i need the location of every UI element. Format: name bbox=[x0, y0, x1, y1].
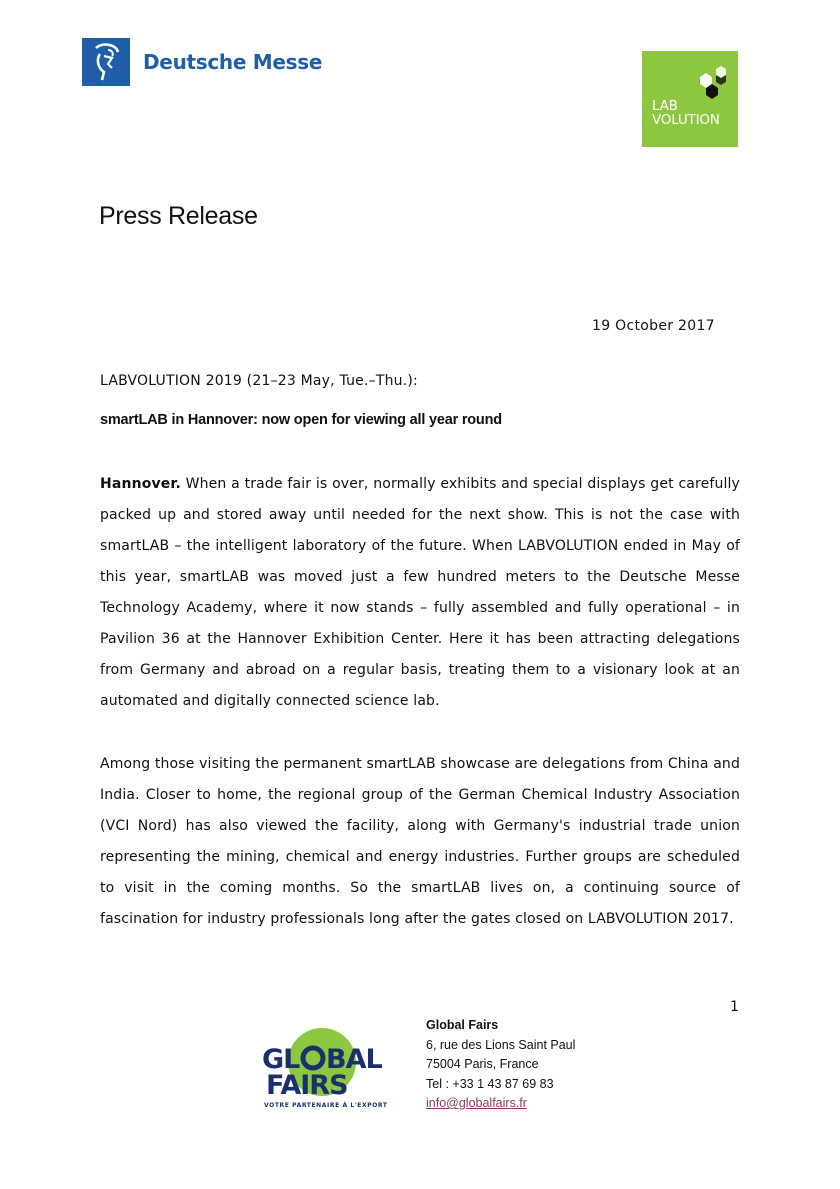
paragraph-2: Among those visiting the permanent smartLAB showcase are delegations from China and India. Closer to home, the regional group of the German Chemical Industry Association (VCI Nord) has also viewed the facility, along with Germany's industrial trade union representing the mining, chemical and energy industries. Further groups are scheduled to visit in the coming months. So the smartLAB lives on, a continuing source of fascination for industry professionals long after the gates closed on LABVOLUTION 2017. bbox=[100, 756, 740, 927]
global-fairs-logo bbox=[256, 1024, 386, 1114]
labvolution-line1: LAB bbox=[652, 98, 678, 114]
paragraph-1 bbox=[100, 469, 740, 717]
global-fairs-logo-line1: GL bbox=[262, 1044, 300, 1075]
page-title: Press Release bbox=[99, 202, 258, 230]
event-line: LABVOLUTION 2019 (21–23 May, Tue.–Thu.): bbox=[100, 373, 418, 389]
deutsche-messe-wordmark: Deutsche Messe bbox=[143, 50, 323, 74]
labvolution-logo bbox=[642, 51, 738, 147]
contact-street: 6, rue des Lions Saint Paul bbox=[426, 1037, 576, 1052]
global-fairs-logo-line2: FAIRS bbox=[266, 1070, 348, 1101]
dateline: Hannover. bbox=[100, 476, 181, 492]
contact-phone: Tel : +33 1 43 87 69 83 bbox=[426, 1076, 554, 1091]
page-number: 1 bbox=[730, 999, 739, 1015]
deutsche-messe-emblem-icon bbox=[82, 38, 130, 86]
contact-org: Global Fairs bbox=[426, 1018, 499, 1032]
release-date: 19 October 2017 bbox=[592, 318, 715, 334]
labvolution-line2: VOLUTION bbox=[652, 112, 720, 128]
deutsche-messe-logo bbox=[82, 38, 322, 86]
global-fairs-tagline: VOTRE PARTENAIRE À L'EXPORT bbox=[264, 1102, 388, 1109]
headline: smartLAB in Hannover: now open for viewing all year round bbox=[100, 412, 502, 428]
contact-email-link[interactable]: info@globalfairs.fr bbox=[426, 1096, 527, 1110]
global-fairs-logo-line1b: BAL bbox=[326, 1044, 382, 1075]
contact-block bbox=[426, 1016, 575, 1114]
contact-city: 75004 Paris, France bbox=[426, 1057, 539, 1071]
paragraph-1-text: When a trade fair is over, normally exhibits and special displays get carefully packed up and stored away until needed for the next show. This is not the case with smartLAB – the intelligent laboratory of the future. When LABVOLUTION ended in May of this year, smartLAB was moved just a few hundred meters to the Deutsche Messe Technology Academy, where it now stands – fully assembled and fully operational – in Pavilion 36 at the Hannover Exhibition Center. Here it has been attracting delegations from Germany and abroad on a regular basis, treating them to a visionary look at an automated and digitally connected science lab. bbox=[100, 476, 740, 709]
